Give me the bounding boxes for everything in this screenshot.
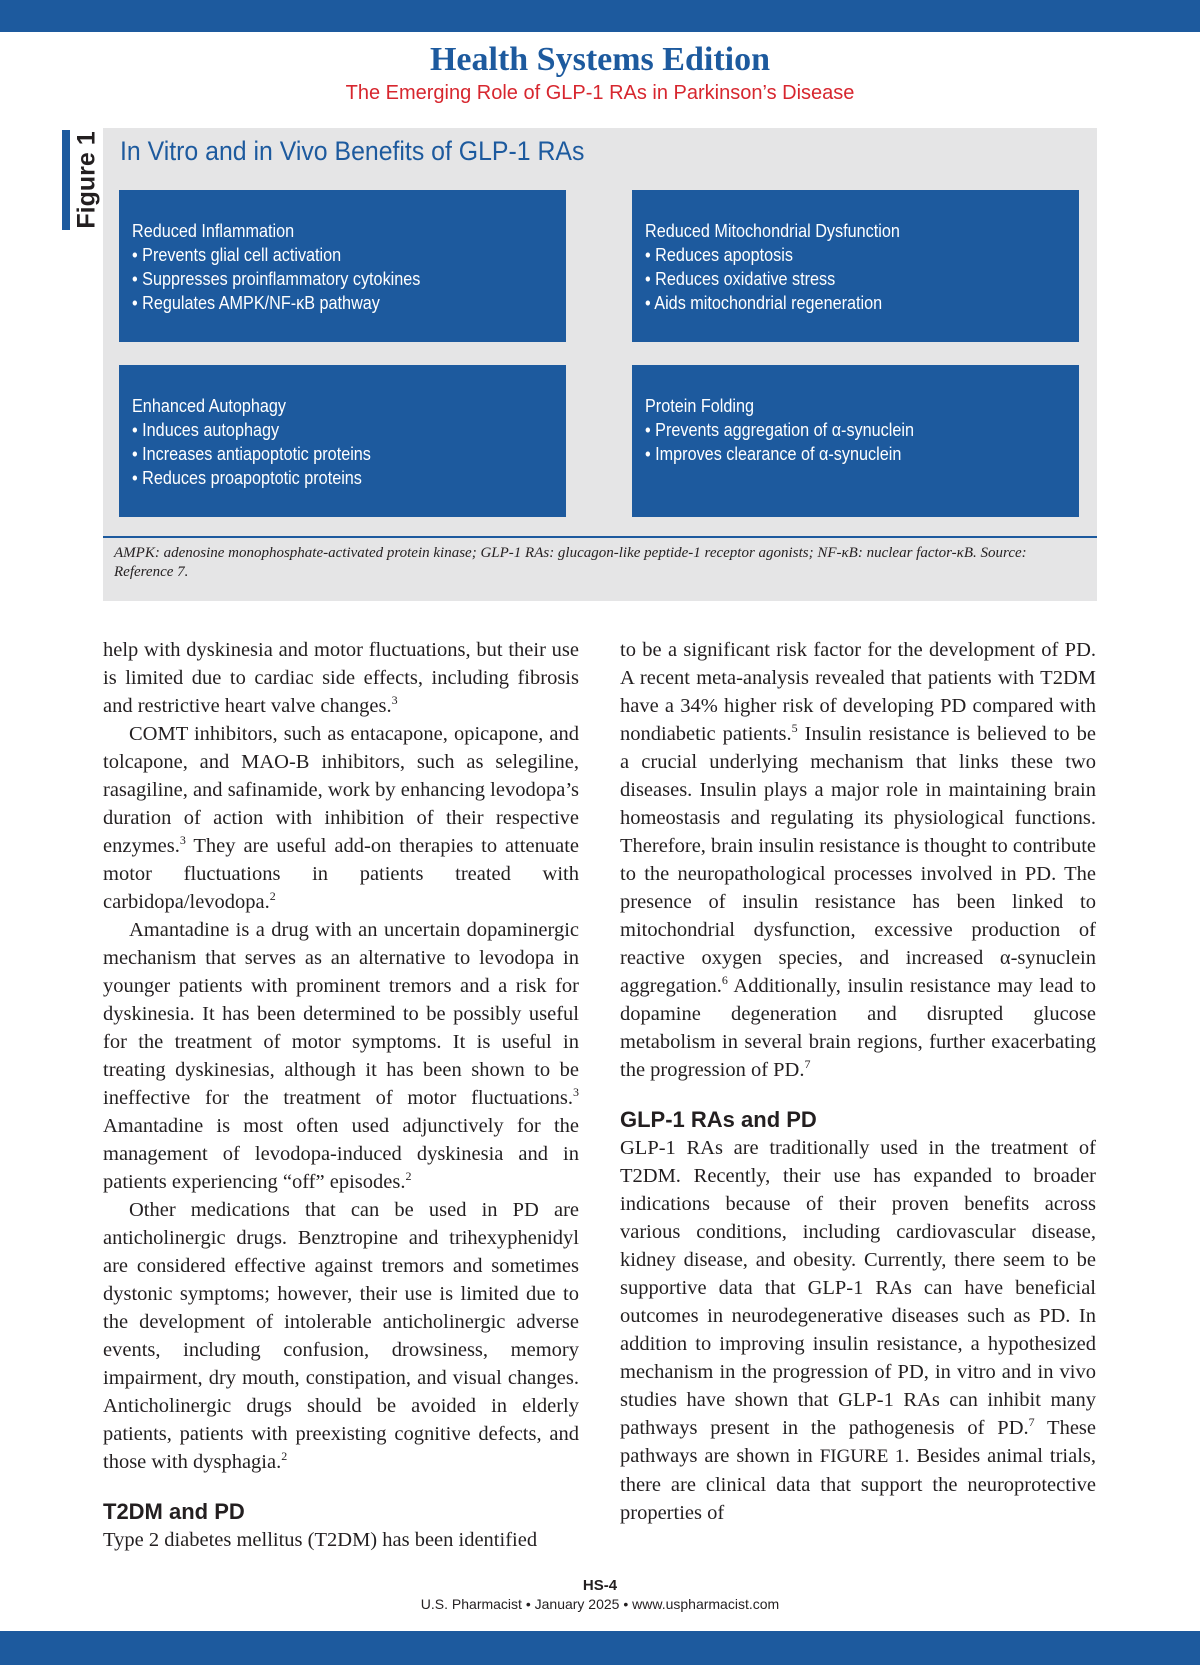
paragraph-text: Amantadine is most often used adjunctively for the management of levodopa-induced dyskinesia and in patients experiencing “off” episodes. [103,1115,579,1193]
reference-marker: 2 [269,889,276,904]
benefit-item: • Regulates AMPK/NF-κB pathway [132,293,380,313]
paragraph-text: help with dyskinesia and motor fluctuations, but their use is limited due to cardiac side effects, including fibrosis and restrictive heart valve changes. [103,639,579,717]
reference-marker: 7 [804,1057,811,1072]
benefit-box-mitochondrial [632,190,1079,342]
benefit-item: • Increases antiapoptotic proteins [132,444,371,464]
paragraph-text: These pathways are shown in [620,1417,1097,1467]
reference-marker: 3 [179,833,186,848]
figure-panel [103,128,1097,601]
paragraph-text: . Besides animal trials, there are clinical data that support the neuroprotective properties of [620,1445,1096,1524]
paragraph-text: Insulin resistance is believed to be a crucial underlying mechanism that links these two diseases. Insulin plays a major role in maintaining brain homeostasis and regulating its physiological functions. Therefore, brain insulin resistance is thought to contribute to the neuropathological processes involved in PD. The presence of insulin resistance has been linked to mitochondrial dysfunction, excessive production of reactive oxygen species, and increased α-synuclein aggregation. [620,723,1097,997]
section-heading-glp1: GLP-1 RAs and PD [620,1107,817,1132]
page-footer [0,1577,1200,1613]
publication-info: U.S. Pharmacist • January 2025 • www.uspharmacist.com [420,1596,780,1612]
paragraph-text: Other medications that can be used in PD are anticholinergic drugs. Benztropine and trihexyphenidyl are considered effective against tremors and sometimes dystonic symptoms; however, their use is limited due to the development of intolerable anticholinergic adverse events, including confusion, drowsiness, memory impairment, dry mouth, constipation, and visual changes. Anticholinergic drugs should be avoided in elderly patients, patients with preexisting cognitive defects, and those with dysphagia. [103,1199,579,1473]
paragraph-text: Amantadine is a drug with an uncertain dopaminergic mechanism that serves as an alternative to levodopa in younger patients with prominent tremors and a risk for dyskinesia. It has been determined to be possibly useful for the treatment of motor symptoms. It is useful in treating dyskinesias, although it has been shown to be ineffective for the treatment of motor fluctuations. [103,919,579,1109]
benefit-item: • Induces autophagy [132,420,280,440]
benefit-box-protein-folding [632,365,1079,517]
section-heading-t2dm: T2DM and PD [103,1499,245,1524]
benefit-box-reduced-inflammation [119,190,566,342]
top-banner-bar [0,0,1200,32]
paragraph [103,720,579,916]
right-column [620,636,1096,1527]
masthead [0,40,1200,106]
paragraph [103,1196,579,1476]
figure-title: In Vitro and in Vivo Benefits of GLP-1 RAs [120,136,585,166]
paragraph-text: Additionally, insulin resistance may lead to dopamine degeneration and disrupted glucose metabolism in several brain regions, further exacerbating the progression of PD. [620,975,1096,1081]
article-title: The Emerging Role of GLP-1 RAs in Parkinson’s Disease [345,82,855,104]
benefit-item: • Prevents glial cell activation [132,245,342,265]
paragraph-text: to be a significant risk factor for the development of PD. A recent meta-analysis revealed that patients with T2DM have a 34% higher risk of developing PD compared with nondiabetic patients. [620,639,1096,745]
paragraph [103,636,579,720]
reference-marker: 3 [391,693,398,708]
paragraph [103,916,579,1196]
benefit-item: • Reduces apoptosis [645,245,793,265]
reference-marker: 2 [281,1449,288,1464]
reference-marker: 7 [1028,1415,1035,1430]
benefit-box-autophagy [119,365,566,517]
benefit-heading: Reduced Inflammation [132,221,295,241]
paragraph-text: They are useful add-on therapies to attenuate motor fluctuations in patients treated with carbidopa/levodopa. [103,835,579,913]
reference-marker: 2 [405,1169,412,1184]
figure-tab-marker [62,130,70,230]
benefit-item: • Suppresses proinflammatory cytokines [132,269,421,289]
figure-label [71,130,103,230]
reference-marker: 5 [791,721,798,736]
benefit-heading: Enhanced Autophagy [132,396,287,416]
benefit-item: • Reduces oxidative stress [645,269,836,289]
paragraph: Type 2 diabetes mellitus (T2DM) has been identified [103,1529,538,1551]
benefit-item: • Reduces proapoptotic proteins [132,468,362,488]
edition-title: Health Systems Edition [429,41,771,78]
reference-marker: 3 [573,1085,579,1100]
benefit-item: • Prevents aggregation of α-synuclein [645,420,914,440]
page-number: HS-4 [582,1577,618,1594]
paragraph-text: GLP-1 RAs are traditionally used in the treatment of T2DM. Recently, their use has expanded to broader indications because of their proven benefits across various conditions, including cardiovascular disease, kidney disease, and obesity. Currently, there seem to be supportive data that GLP-1 RAs can have beneficial outcomes in neurodegenerative diseases such as PD. In addition to improving insulin resistance, a hypothesized mechanism in the progression of PD, in vitro and in vivo studies have shown that GLP-1 RAs can inhibit many pathways present in the pathogenesis of PD. [620,1137,1096,1439]
left-column [103,636,579,1554]
figure-footnote: AMPK: adenosine monophosphate-activated protein kinase; GLP-1 RAs: glucagon-like peptide-1 receptor agonists; NF-κB: nuclear factor-κB. Source: Reference 7. [114,545,1027,580]
benefit-heading: Reduced Mitochondrial Dysfunction [645,221,900,241]
paragraph [620,1134,1096,1527]
benefit-heading: Protein Folding [645,396,754,416]
figure-reference: FIGURE 1 [819,1446,905,1467]
reference-marker: 6 [721,973,728,988]
paragraph-text: COMT inhibitors, such as entacapone, opicapone, and tolcapone, and MAO-B inhibitors, such as selegiline, rasagiline, and safinamide, work by enhancing levodopa’s duration of action with inhibition of their respective enzymes. [103,723,579,857]
figure-divider [103,536,1097,538]
paragraph [620,636,1096,1084]
bottom-banner-bar [0,1631,1200,1665]
benefit-item: • Improves clearance of α-synuclein [645,444,902,464]
benefit-item: • Aids mitochondrial regeneration [645,293,883,313]
figure-label-text: Figure 1 [72,131,101,229]
